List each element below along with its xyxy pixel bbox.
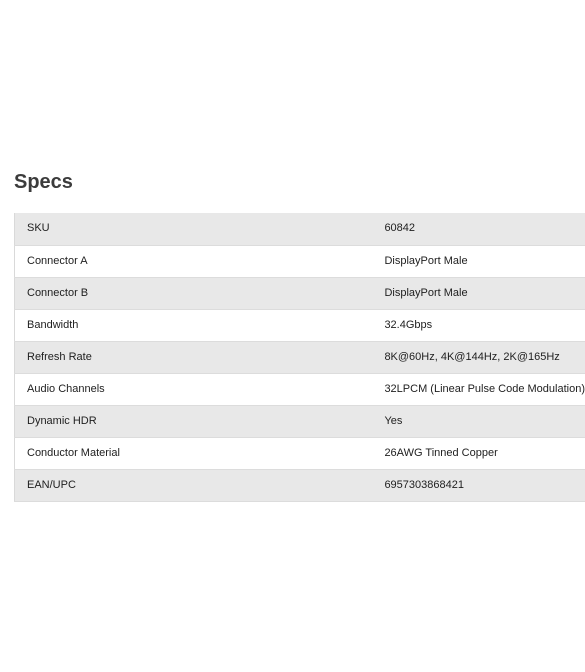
spec-label: Dynamic HDR bbox=[15, 405, 373, 437]
spec-row-ean-upc bbox=[15, 469, 585, 501]
spec-label: Audio Channels bbox=[15, 373, 373, 405]
spec-label: Connector B bbox=[15, 277, 373, 309]
spec-value: 8K@60Hz, 4K@144Hz, 2K@165Hz bbox=[372, 341, 585, 373]
spec-row-audio-channels bbox=[15, 373, 585, 405]
spec-value: 32LPCM (Linear Pulse Code Modulation) bbox=[372, 373, 585, 405]
spec-row-refresh-rate bbox=[15, 341, 585, 373]
spec-value: 6957303868421 bbox=[372, 469, 585, 501]
spec-row-dynamic-hdr bbox=[15, 405, 585, 437]
spec-value: Yes bbox=[372, 405, 585, 437]
spec-label: Connector A bbox=[15, 245, 373, 277]
spec-value: 26AWG Tinned Copper bbox=[372, 437, 585, 469]
spec-value: 32.4Gbps bbox=[372, 309, 585, 341]
spec-row-connector-a bbox=[15, 245, 585, 277]
spec-row-connector-b bbox=[15, 277, 585, 309]
spec-row-sku bbox=[15, 213, 585, 245]
spec-label: Bandwidth bbox=[15, 309, 373, 341]
spec-label: EAN/UPC bbox=[15, 469, 373, 501]
spec-row-conductor-material bbox=[15, 437, 585, 469]
spec-value: DisplayPort Male bbox=[372, 245, 585, 277]
spec-label: SKU bbox=[15, 213, 373, 245]
spec-label: Conductor Material bbox=[15, 437, 373, 469]
spec-label: Refresh Rate bbox=[15, 341, 373, 373]
spec-row-bandwidth bbox=[15, 309, 585, 341]
specs-table bbox=[14, 213, 585, 502]
spec-value: 60842 bbox=[372, 213, 585, 245]
spec-value: DisplayPort Male bbox=[372, 277, 585, 309]
specs-title: Specs bbox=[14, 171, 73, 193]
